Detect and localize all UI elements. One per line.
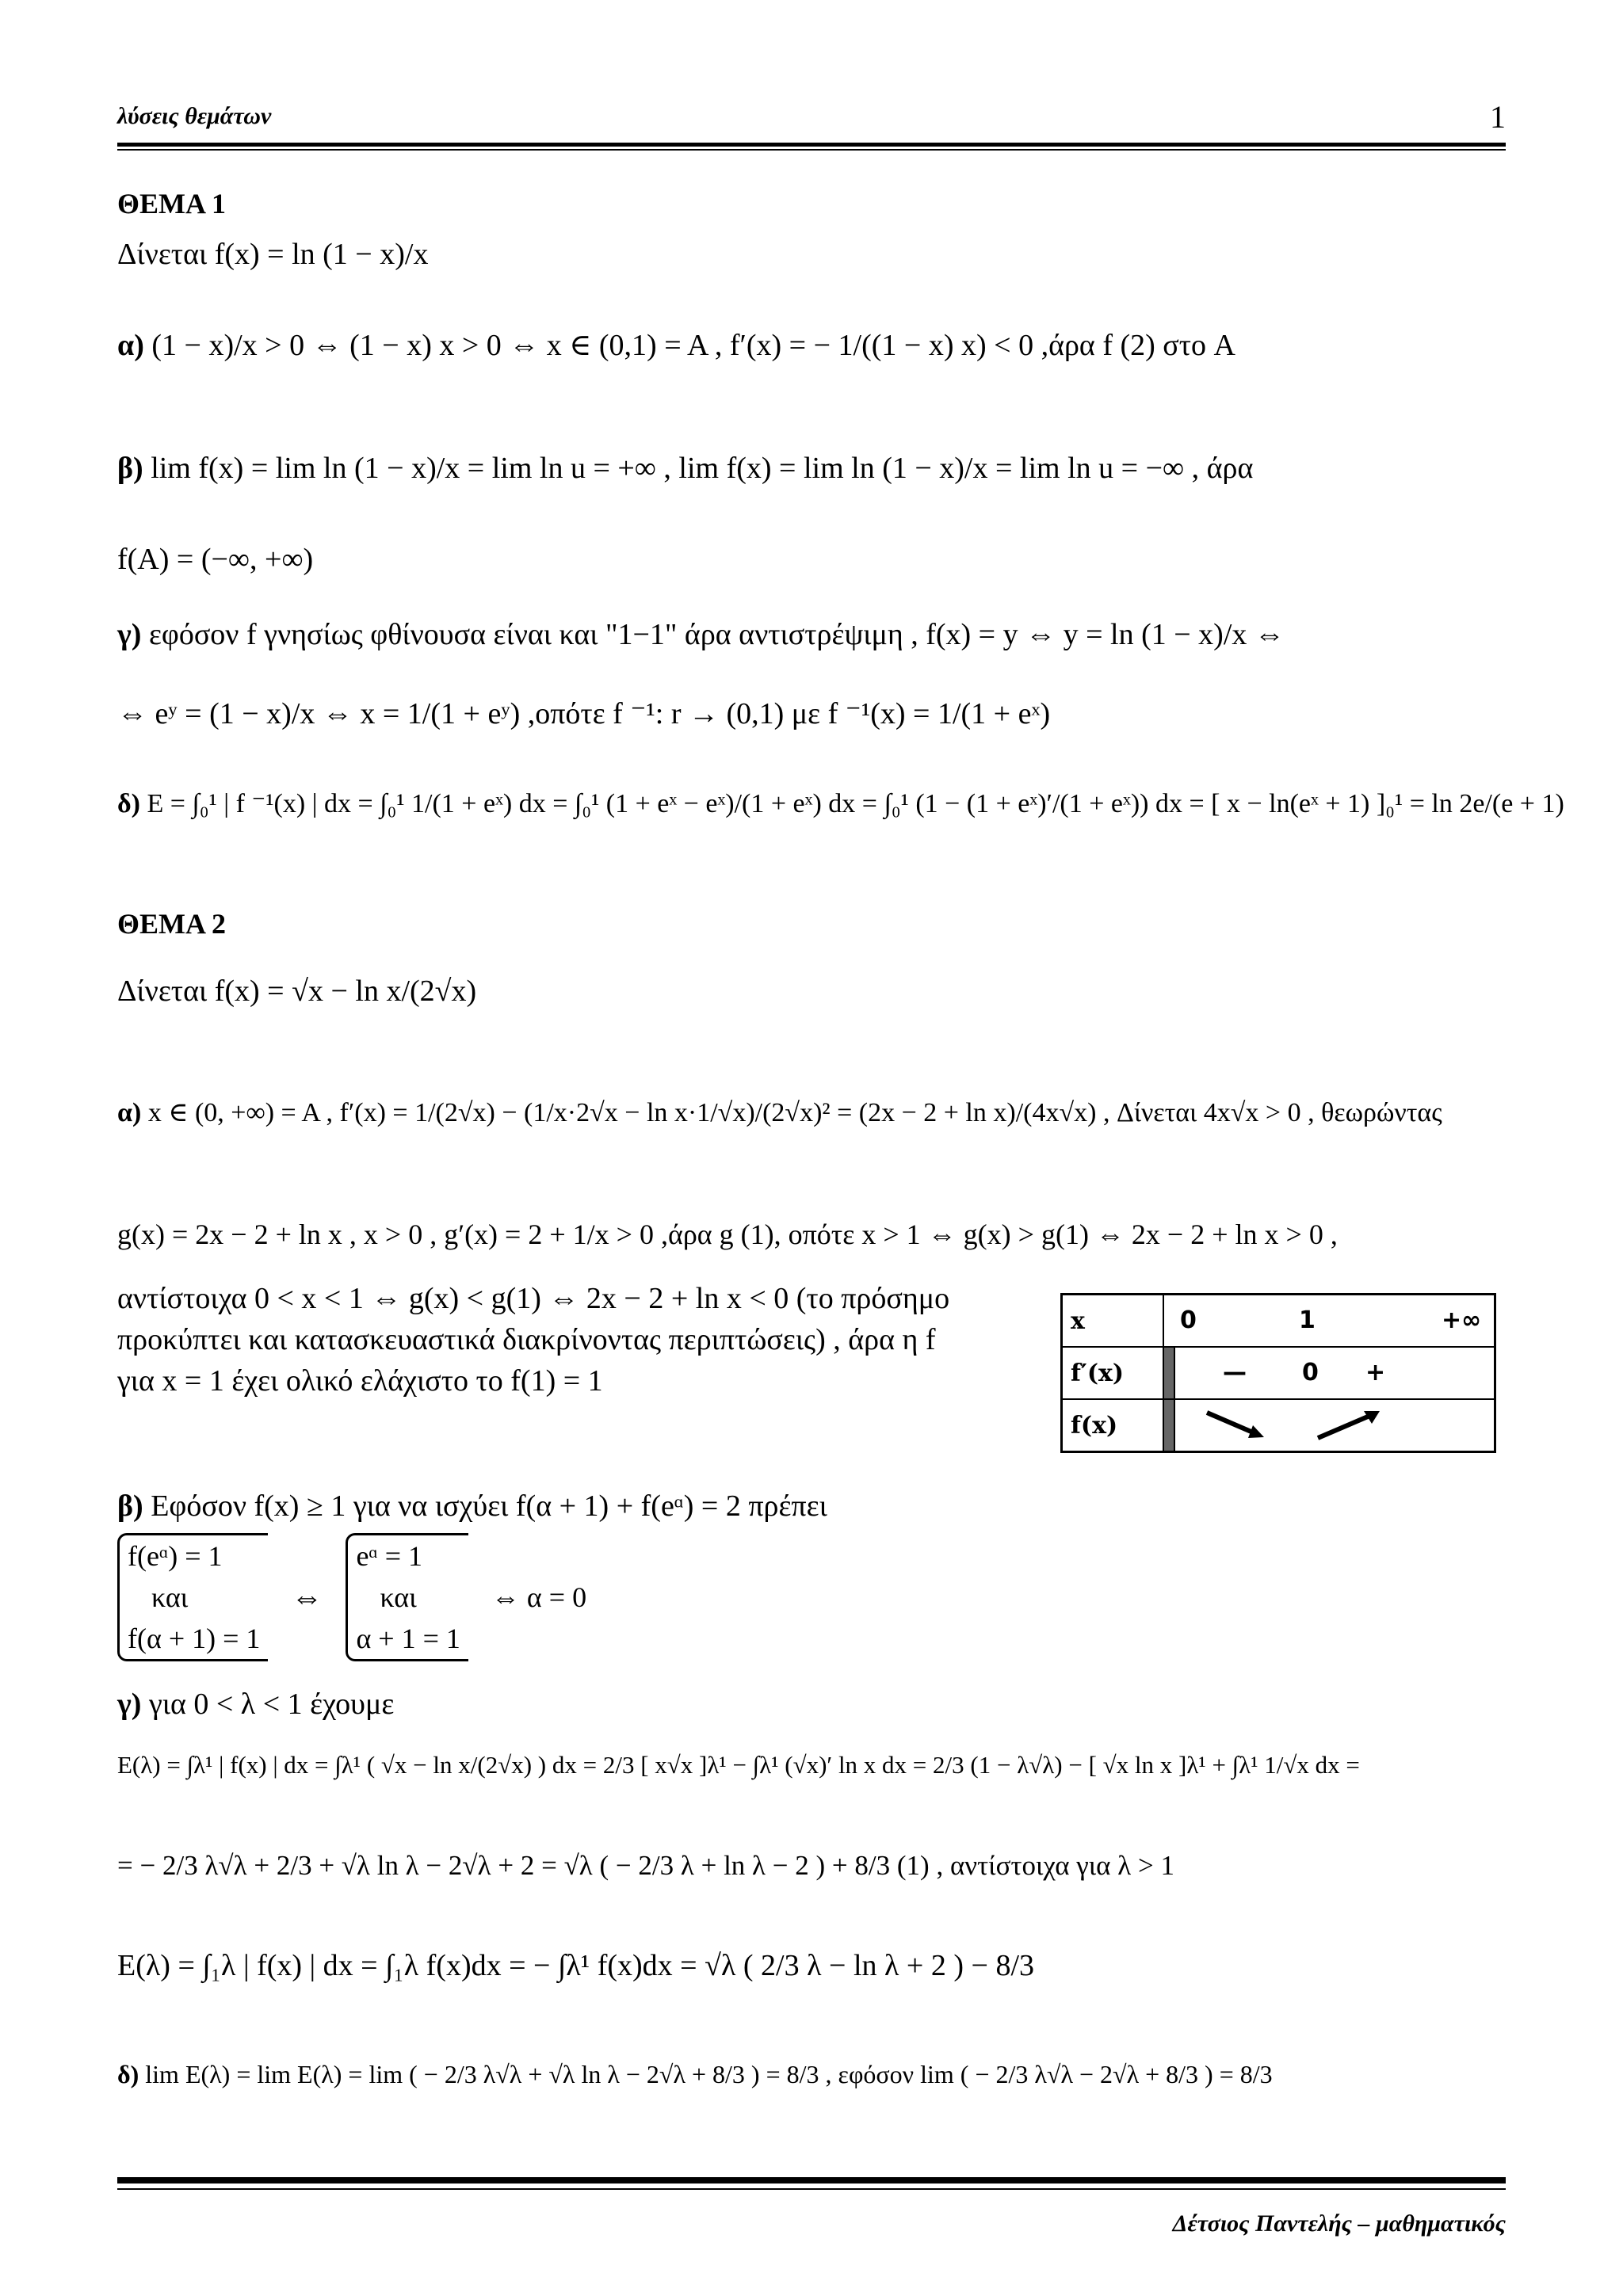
table-gray-bar-2 [1163,1399,1174,1452]
table-fp-header: f′(x) [1062,1347,1164,1399]
topic2-title: ΘΕΜΑ 2 [117,908,227,940]
header-rule [117,143,1506,147]
part-c-text: εφόσον f γνησίως φθίνουσα είναι και "1−1" άρα αντιστρέψιμη , f(x) = y ⇔ y = ln (1 − x)/x ⇔ [148,618,1285,651]
sys-left-2: και [151,1581,189,1613]
monotonic-arrows-icon [1175,1400,1492,1447]
topic2-part-a-g: g(x) = 2x − 2 + ln x , x > 0 , g′(x) = 2 + 1/x > 0 ,άρα g (1), οπότε x > 1 ⇔ g(x) > g(1) ⇔ 2x − 2 + ln x > 0 , [117,1219,1338,1250]
topic2-part-a-min: για x = 1 έχει ολικό ελάχιστο το f(1) = 1 [117,1364,603,1398]
table-x-header: x [1062,1295,1164,1348]
topic1-part-c [117,618,1285,653]
table-f-row [1174,1399,1495,1452]
sys-right-2: και [380,1581,417,1613]
part-a-text: (1 − x)/x > 0 ⇔ (1 − x) x > 0 ⇔ x ∈ (0,1) = A , f′(x) = − 1/((1 − x) x) < 0 ,άρα f (2) στο A [151,329,1236,362]
topic2-given: Δίνεται f(x) = √x − ln x/(2√x) [117,974,477,1008]
table-fp-row [1174,1347,1495,1399]
topic1-part-a [117,329,1235,364]
topic2-part-d [117,2060,1273,2089]
part-b-label: β) [117,452,143,485]
document-page [117,0,1564,2296]
topic2-part-b [117,1489,827,1524]
topic2-part-c-case2: E(λ) = ∫₁λ | f(x) | dx = ∫₁λ f(x)dx = − ∫λ¹ f(x)dx = √λ ( 2/3 λ − ln λ + 2 ) − 8/3 [117,1949,1034,1982]
topic1-part-c-inverse: ⇔ eʸ = (1 − x)/x ⇔ x = 1/(1 + eʸ) ,οπότε f ⁻¹: r → (0,1) με f ⁻¹(x) = 1/(1 + eˣ) [117,697,1051,730]
table-fp-plus: + [1365,1359,1386,1386]
topic1-given: Δίνεται f(x) = ln (1 − x)/x [117,238,429,271]
topic1-part-b [117,452,1253,486]
t2-part-b-text: Εφόσον f(x) ≥ 1 για να ισχύει f(α + 1) + f(eᵅ) = 2 πρέπει [151,1489,827,1523]
table-fp-zero: 0 [1302,1359,1319,1386]
table-x-1: 1 [1299,1306,1316,1334]
topic2-part-a [117,1097,1442,1128]
sys-left-3: f(α + 1) = 1 [128,1623,261,1654]
sys-right-3: α + 1 = 1 [356,1623,460,1654]
sys-result: ⇔ α = 0 [491,1581,587,1613]
sys-right-1: eᵅ = 1 [356,1540,423,1572]
header-title: λύσεις θεμάτων [117,103,272,129]
t2-part-d-text: lim E(λ) = lim E(λ) = lim ( − 2/3 λ√λ + √λ ln λ − 2√λ + 8/3 ) = 8/3 , εφόσον lim ( − 2/3 λ√λ − 2√λ + 8/3 ) = 8/3 [145,2060,1273,2088]
part-d-text: E = ∫₀¹ | f ⁻¹(x) | dx = ∫₀¹ 1/(1 + eˣ) dx = ∫₀¹ (1 + eˣ − eˣ)/(1 + eˣ) dx = ∫₀¹ (1 − (1 + eˣ)′/(1 + eˣ)) dx = [ x − ln(eˣ + 1) ]₀¹ = ln 2e/(e + 1) [147,789,1564,818]
topic2-part-c-integral: E(λ) = ∫λ¹ | f(x) | dx = ∫λ¹ ( √x − ln x/(2√x) ) dx = 2/3 [ x√x ]λ¹ − ∫λ¹ (√x)′ ln x dx = 2/3 (1 − λ√λ) − [ √x ln x ]λ¹ + ∫λ¹ 1/√x dx = [117,1751,1360,1779]
footer-author: Δέτσιος Παντελής – μαθηματικός [1172,2210,1506,2237]
topic2-part-c [117,1688,394,1722]
t2-part-a-text: x ∈ (0, +∞) = A , f′(x) = 1/(2√x) − (1/x·2√x − ln x·1/√x)/(2√x)² = (2x − 2 + ln x)/(4x√x) , Δίνεται 4x√x > 0 , θεωρώντας [147,1098,1442,1127]
part-d-label: δ) [117,789,140,818]
sys-left-1: f(eᵅ) = 1 [128,1540,223,1572]
table-gray-bar [1163,1347,1174,1399]
table-x-inf: +∞ [1442,1306,1482,1334]
topic2-part-a-sign: αντίστοιχα 0 < x < 1 ⇔ g(x) < g(1) ⇔ 2x − 2 + ln x < 0 (το πρόσημο [117,1282,950,1315]
t2-part-a-label: α) [117,1098,142,1127]
part-a-label: α) [117,329,144,362]
footer-rule-thin [117,2188,1506,2190]
header-rule-thin [117,149,1506,151]
t2-part-b-label: β) [117,1489,143,1523]
page-number: 1 [1490,99,1506,135]
t2-part-c-text: για 0 < λ < 1 έχουμε [148,1688,395,1721]
part-b-text: lim f(x) = lim ln (1 − x)/x = lim ln u = +∞ , lim f(x) = lim ln (1 − x)/x = lim ln u = −∞ , άρα [151,452,1254,485]
table-fp-minus: — [1223,1359,1247,1386]
topic2-part-a-cases: προκύπτει και κατασκευαστικά διακρίνοντας περιπτώσεις) , άρα η f [117,1323,936,1356]
table-f-header: f(x) [1062,1399,1164,1452]
system-of-equations: f(eᵅ) = 1 και f(α + 1) = 1 ⇔ eᵅ = 1 και α + 1 = 1 ⇔ α = 0 [117,1533,586,1661]
topic2-part-c-result: = − 2/3 λ√λ + 2/3 + √λ ln λ − 2√λ + 2 = √λ ( − 2/3 λ + ln λ − 2 ) + 8/3 (1) , αντίστοιχα για λ > 1 [117,1850,1174,1881]
topic1-part-b-range: f(A) = (−∞, +∞) [117,543,314,576]
table-x-0: 0 [1180,1306,1197,1334]
t2-part-d-label: δ) [117,2060,139,2088]
topic1-title: ΘΕΜΑ 1 [117,188,227,219]
topic1-part-d [117,788,1564,819]
variation-table [1060,1293,1496,1453]
footer-rule [117,2177,1506,2183]
t2-part-c-label: γ) [117,1688,142,1721]
part-c-label: γ) [117,618,142,651]
table-x-row [1163,1295,1495,1348]
